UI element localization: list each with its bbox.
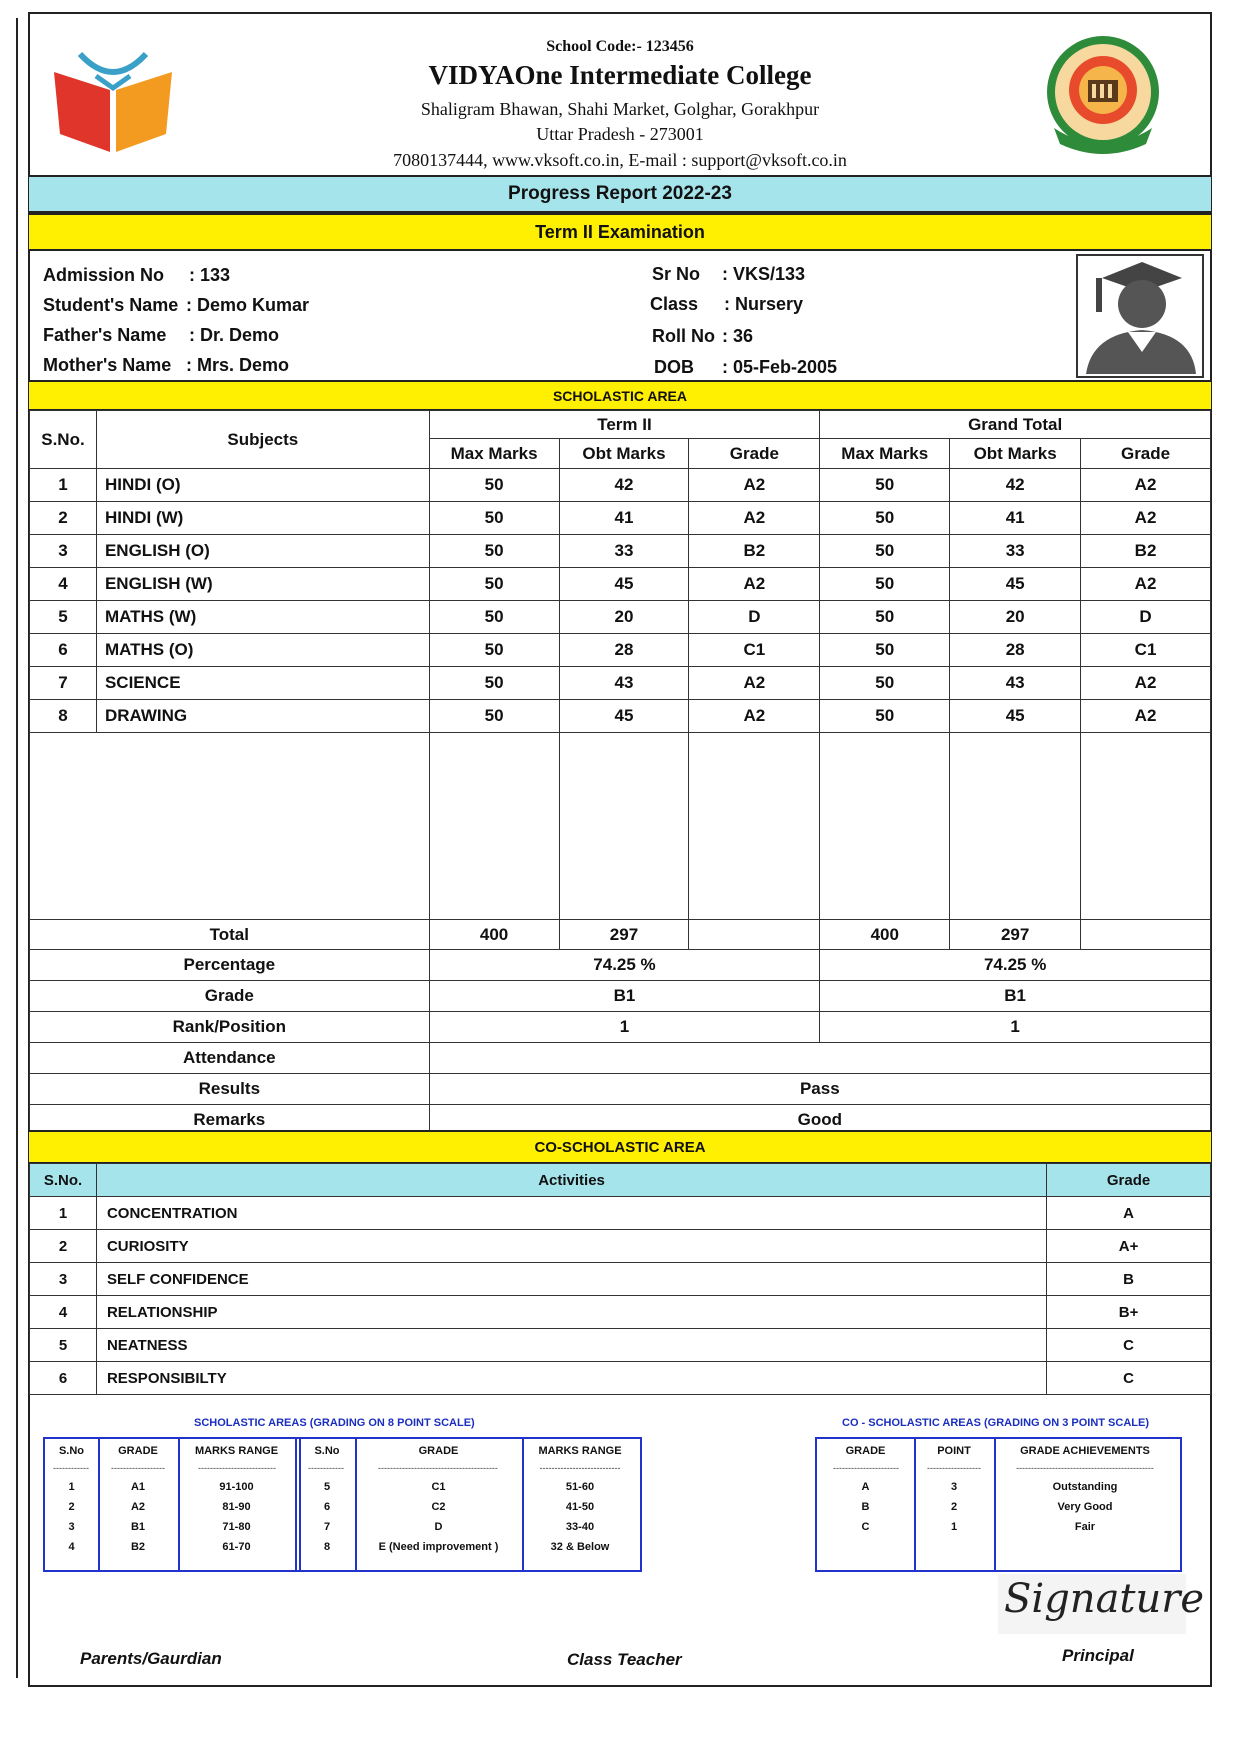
- legend-range: 71-80: [222, 1521, 251, 1533]
- activity-sno: 6: [30, 1362, 97, 1395]
- class-label: Class: [650, 294, 699, 314]
- grand-obt-marks: 33: [950, 535, 1081, 568]
- co-legend-point: 1: [950, 1521, 958, 1533]
- remarks-value: Good: [429, 1105, 1210, 1136]
- term-header: Term II: [429, 411, 820, 439]
- father-name-value: : Dr. Demo: [189, 325, 280, 345]
- subject-row: [30, 601, 1211, 634]
- term-total-max: 400: [429, 920, 559, 950]
- term-max-marks: 50: [429, 601, 559, 634]
- legend-grade: A2: [130, 1501, 146, 1513]
- activity-grade: A: [1047, 1197, 1211, 1230]
- grand-max-marks: 50: [820, 601, 950, 634]
- results-value: Pass: [429, 1074, 1210, 1105]
- co-legend-grade-header: GRADE: [845, 1445, 886, 1457]
- legend-grade: B2: [130, 1541, 146, 1553]
- activity-sno: 1: [30, 1197, 97, 1230]
- co-legend-grade: B: [861, 1501, 870, 1513]
- grand-total-header: Grand Total: [820, 411, 1211, 439]
- term-obt-marks: 43: [559, 667, 689, 700]
- signature-image: Signature: [1004, 1576, 1205, 1622]
- term-total-obt: 297: [559, 920, 689, 950]
- co-legend-row: [817, 1501, 1178, 1521]
- grand-grade: A2: [1081, 502, 1211, 535]
- legend-row: [45, 1481, 638, 1501]
- subject-sno: 4: [30, 568, 97, 601]
- roll-label: Roll No: [652, 326, 715, 346]
- activity-grade: B+: [1047, 1296, 1211, 1329]
- co-legend-achievement-header: GRADE ACHIEVEMENTS: [1020, 1445, 1150, 1457]
- graduate-avatar-icon: [1078, 256, 1202, 376]
- rank-row: [30, 1012, 1211, 1043]
- co-sno-header: S.No.: [30, 1164, 97, 1197]
- legend-range: 33-40: [565, 1521, 595, 1533]
- activity-row: [30, 1329, 1211, 1362]
- contact-line: 7080137444, www.vksoft.co.in, E-mail : support@vksoft.co.in: [393, 150, 847, 170]
- class-value: : Nursery: [724, 294, 804, 314]
- co-legend-grade: C: [861, 1521, 870, 1533]
- grand-overall-grade: B1: [820, 981, 1211, 1012]
- co-scholastic-table: [29, 1163, 1211, 1395]
- legend-range: 51-60: [565, 1481, 595, 1493]
- subject-sno: 2: [30, 502, 97, 535]
- co-legend-achievement: Very Good: [1057, 1501, 1113, 1513]
- subject-row: [30, 667, 1211, 700]
- legend-grade: A1: [130, 1481, 146, 1493]
- term-rank: 1: [429, 1012, 820, 1043]
- mother-name-value: : Mrs. Demo: [186, 355, 290, 375]
- legend-sno-header: S.No: [58, 1445, 85, 1457]
- term-max-marks: 50: [429, 469, 559, 502]
- school-logo: [40, 30, 192, 162]
- legend-dash-row: ------------ ------------------ -------------------------- ------------ ---------------------------------------- ---------------------------: [53, 1463, 621, 1473]
- grade-label: Grade: [30, 981, 430, 1012]
- legend-sno: 7: [323, 1521, 331, 1533]
- grand-rank: 1: [820, 1012, 1211, 1043]
- scholastic-legend-title: SCHOLASTIC AREAS (GRADING ON 8 POINT SCALE): [194, 1417, 475, 1429]
- activity-grade: B: [1047, 1263, 1211, 1296]
- legend-row: [45, 1521, 638, 1541]
- srno-value: : VKS/133: [722, 264, 806, 284]
- legend-grade: B1: [130, 1521, 146, 1533]
- term-max-marks: 50: [429, 700, 559, 733]
- grand-percentage: 74.25 %: [820, 950, 1211, 981]
- term-percentage: 74.25 %: [429, 950, 820, 981]
- subject-row: [30, 502, 1211, 535]
- activity-sno: 3: [30, 1263, 97, 1296]
- subject-row: [30, 568, 1211, 601]
- term-max-marks: 50: [429, 535, 559, 568]
- term-grade: C1: [689, 634, 820, 667]
- grand-total-max: 400: [820, 920, 950, 950]
- board-seal: [1040, 32, 1166, 158]
- co-legend-title: CO - SCHOLASTIC AREAS (GRADING ON 3 POINT SCALE): [842, 1417, 1149, 1429]
- subject-sno: 1: [30, 469, 97, 502]
- board-seal-icon: [1040, 32, 1166, 158]
- activity-grade: C: [1047, 1362, 1211, 1395]
- grand-grade: A2: [1081, 568, 1211, 601]
- legend-grade-header-2: GRADE: [418, 1445, 459, 1457]
- grand-obt-marks: 43: [950, 667, 1081, 700]
- legend-range: 41-50: [565, 1501, 595, 1513]
- subject-name: SCIENCE: [96, 667, 429, 700]
- term-obt-marks: 45: [559, 700, 689, 733]
- legend-range: 91-100: [219, 1481, 254, 1493]
- college-name: VIDYAOne Intermediate College: [428, 60, 812, 90]
- term-grade: D: [689, 601, 820, 634]
- activity-sno: 4: [30, 1296, 97, 1329]
- term-grade-header: Grade: [689, 439, 820, 469]
- activity-sno: 5: [30, 1329, 97, 1362]
- co-grade-header: Grade: [1047, 1164, 1211, 1197]
- term-obt-marks: 20: [559, 601, 689, 634]
- term-max-header: Max Marks: [429, 439, 559, 469]
- grand-total-obt: 297: [950, 920, 1081, 950]
- term-grade: B2: [689, 535, 820, 568]
- results-label: Results: [30, 1074, 430, 1105]
- legend-sno-header-2: S.No: [314, 1445, 340, 1457]
- report-title: Progress Report 2022-23: [29, 175, 1211, 213]
- subject-sno: 7: [30, 667, 97, 700]
- percentage-row: [30, 950, 1211, 981]
- subject-name: ENGLISH (O): [96, 535, 429, 568]
- co-legend-row: [817, 1521, 1178, 1541]
- term-max-marks: 50: [429, 634, 559, 667]
- subjects-header: Subjects: [96, 411, 429, 469]
- legend-row: [45, 1541, 638, 1561]
- term-grade: A2: [689, 700, 820, 733]
- subject-row: [30, 634, 1211, 667]
- attendance-value: [429, 1043, 1210, 1074]
- activities-header: Activities: [96, 1164, 1046, 1197]
- term-grade: A2: [689, 502, 820, 535]
- term-grade: A2: [689, 568, 820, 601]
- legend-grade: C2: [431, 1501, 446, 1513]
- grand-obt-marks: 45: [950, 568, 1081, 601]
- address-line-2: Uttar Pradesh - 273001: [536, 124, 704, 144]
- legend-grade: D: [434, 1521, 443, 1533]
- legend-range-header: MARKS RANGE: [194, 1445, 279, 1457]
- grand-grade: A2: [1081, 667, 1211, 700]
- grand-grade: C1: [1081, 634, 1211, 667]
- grand-obt-marks: 42: [950, 469, 1081, 502]
- subject-name: MATHS (O): [96, 634, 429, 667]
- grand-max-marks: 50: [820, 634, 950, 667]
- co-legend-dash-row: ---------------------- ------------------ ----------------------------------------------: [833, 1463, 1154, 1473]
- legend-sno: 4: [68, 1541, 75, 1553]
- subject-row: [30, 535, 1211, 568]
- grand-max-marks: 50: [820, 568, 950, 601]
- activity-grade: A+: [1047, 1230, 1211, 1263]
- grand-max-header: Max Marks: [820, 439, 950, 469]
- co-legend-point: 3: [950, 1481, 958, 1493]
- legend-row: [45, 1501, 638, 1521]
- grand-grade: A2: [1081, 469, 1211, 502]
- grand-grade: D: [1081, 601, 1211, 634]
- grand-obt-marks: 41: [950, 502, 1081, 535]
- book-logo-icon: [40, 30, 192, 162]
- grand-obt-marks: 45: [950, 700, 1081, 733]
- srno-label: Sr No: [652, 264, 701, 284]
- activity-row: [30, 1296, 1211, 1329]
- activity-name: NEATNESS: [96, 1329, 1046, 1362]
- subject-row: [30, 700, 1211, 733]
- grand-grade: B2: [1081, 535, 1211, 568]
- activity-row: [30, 1263, 1211, 1296]
- grade-row: [30, 981, 1211, 1012]
- scholastic-table: [29, 410, 1211, 1136]
- term-max-marks: 50: [429, 502, 559, 535]
- attendance-row: [30, 1043, 1211, 1074]
- legend-sno: 6: [323, 1501, 331, 1513]
- student-photo: [1076, 254, 1204, 378]
- legend-grade: E (Need improvement ): [378, 1541, 499, 1553]
- remarks-label: Remarks: [30, 1105, 430, 1136]
- rank-label: Rank/Position: [30, 1012, 430, 1043]
- legend-range-header-2: MARKS RANGE: [538, 1445, 622, 1457]
- address-line-1: Shaligram Bhawan, Shahi Market, Golghar, Gorakhpur: [420, 99, 820, 119]
- co-legend-achievement: Fair: [1074, 1521, 1096, 1533]
- term-overall-grade: B1: [429, 981, 820, 1012]
- principal-signature: [998, 1574, 1205, 1634]
- co-scholastic-title: CO-SCHOLASTIC AREA: [29, 1130, 1211, 1164]
- grand-max-marks: 50: [820, 469, 950, 502]
- co-legend-point-header: POINT: [937, 1445, 971, 1457]
- father-name-label: Father's Name: [43, 325, 167, 345]
- legend-range: 81-90: [222, 1501, 251, 1513]
- term-grade: A2: [689, 667, 820, 700]
- activity-name: CURIOSITY: [96, 1230, 1046, 1263]
- results-row: [30, 1074, 1211, 1105]
- term-obt-marks: 42: [559, 469, 689, 502]
- class-teacher-signature-label: Class Teacher: [567, 1650, 682, 1669]
- legend-grade-header: GRADE: [118, 1445, 158, 1457]
- term-max-marks: 50: [429, 667, 559, 700]
- student-name-label: Student's Name: [43, 295, 179, 315]
- term-obt-marks: 41: [559, 502, 689, 535]
- grand-grade: A2: [1081, 700, 1211, 733]
- dob-label: DOB: [654, 357, 694, 377]
- grand-max-marks: 50: [820, 535, 950, 568]
- subject-row: [30, 469, 1211, 502]
- mother-name-label: Mother's Name: [43, 355, 172, 375]
- subject-name: DRAWING: [96, 700, 429, 733]
- legend-sno: 3: [68, 1521, 75, 1533]
- activity-row: [30, 1230, 1211, 1263]
- school-code: School Code:- 123456: [546, 38, 694, 55]
- grand-max-marks: 50: [820, 667, 950, 700]
- principal-signature-label: Principal: [1062, 1646, 1134, 1665]
- legend-sno: 1: [68, 1481, 75, 1493]
- subject-sno: 3: [30, 535, 97, 568]
- term-obt-marks: 28: [559, 634, 689, 667]
- admission-label: Admission No: [43, 265, 165, 285]
- legend-sno: 8: [323, 1541, 331, 1553]
- activity-name: RESPONSIBILTY: [96, 1362, 1046, 1395]
- grand-max-marks: 50: [820, 700, 950, 733]
- grand-obt-header: Obt Marks: [950, 439, 1081, 469]
- activity-name: SELF CONFIDENCE: [96, 1263, 1046, 1296]
- grand-max-marks: 50: [820, 502, 950, 535]
- grand-obt-marks: 28: [950, 634, 1081, 667]
- term-grade: A2: [689, 469, 820, 502]
- percentage-label: Percentage: [30, 950, 430, 981]
- legend-sno: 2: [68, 1501, 75, 1513]
- legend-sno: 5: [323, 1481, 331, 1493]
- co-legend-row: [817, 1481, 1178, 1501]
- parents-signature-label: Parents/Gaurdian: [80, 1649, 222, 1668]
- term-obt-marks: 45: [559, 568, 689, 601]
- roll-value: : 36: [722, 326, 754, 346]
- co-legend-grade: A: [861, 1481, 870, 1493]
- grand-obt-marks: 20: [950, 601, 1081, 634]
- grand-grade-header: Grade: [1081, 439, 1211, 469]
- activity-name: RELATIONSHIP: [96, 1296, 1046, 1329]
- subject-sno: 8: [30, 700, 97, 733]
- term-obt-header: Obt Marks: [559, 439, 689, 469]
- exam-title: Term II Examination: [29, 213, 1211, 251]
- activity-name: CONCENTRATION: [96, 1197, 1046, 1230]
- legend-range: 32 & Below: [550, 1541, 610, 1553]
- dob-value: : 05-Feb-2005: [722, 357, 838, 377]
- term-obt-marks: 33: [559, 535, 689, 568]
- total-row: [30, 920, 1211, 950]
- attendance-label: Attendance: [30, 1043, 430, 1074]
- blank-row: [30, 733, 1211, 920]
- legend-range: 61-70: [222, 1541, 251, 1553]
- activity-row: [30, 1362, 1211, 1395]
- activity-sno: 2: [30, 1230, 97, 1263]
- term-max-marks: 50: [429, 568, 559, 601]
- co-legend-achievement: Outstanding: [1052, 1481, 1118, 1493]
- subject-name: HINDI (O): [96, 469, 429, 502]
- scholastic-area-title: SCHOLASTIC AREA: [29, 380, 1211, 411]
- subject-name: HINDI (W): [96, 502, 429, 535]
- sno-header: S.No.: [30, 411, 97, 469]
- subject-sno: 6: [30, 634, 97, 667]
- total-label: Total: [30, 920, 430, 950]
- subject-name: ENGLISH (W): [96, 568, 429, 601]
- co-legend-point: 2: [950, 1501, 958, 1513]
- activity-row: [30, 1197, 1211, 1230]
- activity-grade: C: [1047, 1329, 1211, 1362]
- subject-name: MATHS (W): [96, 601, 429, 634]
- legend-grade: C1: [431, 1481, 446, 1493]
- admission-value: : 133: [189, 265, 231, 285]
- student-name-value: : Demo Kumar: [186, 295, 310, 315]
- subject-sno: 5: [30, 601, 97, 634]
